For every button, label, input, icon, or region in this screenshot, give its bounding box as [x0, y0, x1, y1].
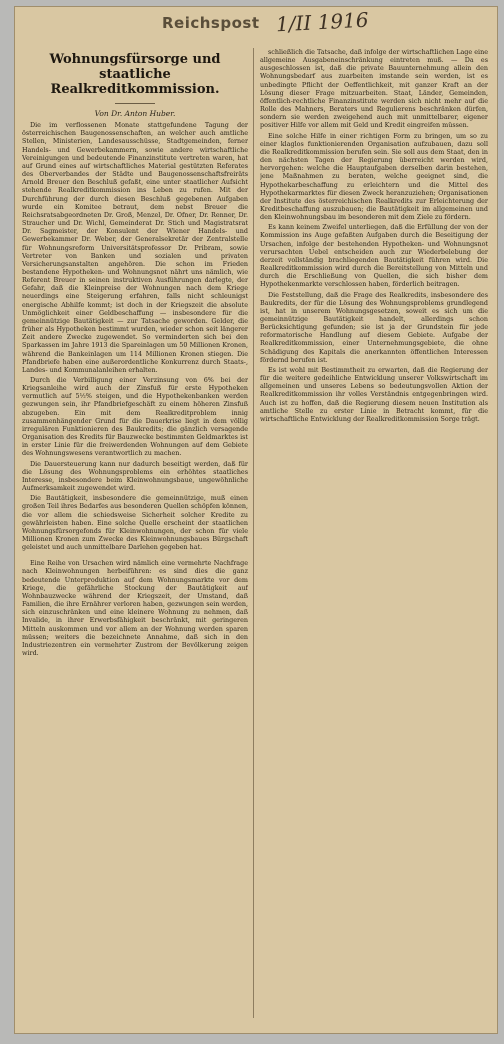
paragraph: Die Bautätigkeit, insbesondere die gemeinnützige, muß einen großen Teil ihres Bedarfes aus besonderen Quellen schöpfen können, die vor allem die schiedsweise Sicherheit solcher Kredite zu gewährleisten haben. Eine solche Quelle erscheint der staatlichen Wohnungsfürsorgefonds für Kleinwohnungen, der schon für viele Millionen Kronen zum Zwecke des Kleinwohnungsbaues Bürgschaft geleistet und auch unmittelbare Darlehen gegeben hat. [22, 494, 248, 552]
column-divider [253, 48, 254, 1018]
paragraph: Die Feststellung, daß die Frage des Realkredits, insbesondere des Baukredits, der für die Lösung des Wohnungsproblems grundlegend ist, hat in unserem Wohnungsgesetzen, soweit es sich um die gemeinnützige Bautätigkeit handelt, allerdings schon Berücksichtigung gefunden; sie ist ja der Grundstein für jede reformatorische Handlung auf diesem Gebiete. Aufgabe der Realkreditkommission, einer Unternehmungsgebiete, die ohne Schädigung des Kapitals die anerkannten öffentlichen Interessen fördernd berufen ist. [260, 290, 488, 364]
paragraph: Durch die Verbilligung einer Verzinsung von 6% bei der Kriegsanleihe wird auch der Zinsfuß für erste Hypotheken vermutlich auf 5½% steigen, und die Hypothekenbanken werden gezwungen sein, ihr Pfandbriefgeschäft zu einem höheren Zinsfuß abzugeben. Ein mit dem Realkreditproblem innig zusammenhängender Grund für die Dauerkrise liegt in dem völlig irregulären Funktionieren des Baukredits; die gänzlich versagende Organisation des Kredits für Bauzwecke bestimmten Geldmarktes ist in erster Linie für die freiwerdenden Wohnungen auf dem Gebiete des Wohnungswesens verantwortlich zu machen. [22, 376, 248, 458]
clipping-header [14, 7, 498, 42]
newspaper-clipping [14, 6, 498, 1034]
paragraph: Die Dauersteuerung kann nur dadurch beseitigt werden, daß für die Lösung des Wohnungsproblems ein erhöhtes staatliches Interesse, insbesondere beim Kleinwohnungsbaue, ungewöhnliche Aufmerksamkeit zugewendet wird. [22, 459, 248, 493]
paragraph: schließlich die Tatsache, daß infolge der wirtschaftlichen Lage eine allgemeine Ausgabeneinschränkung eintreten muß. — Da es ausgeschlossen ist, daß die private Bauunternehmung allein den Wohnungsbedarf aus zuarbeiten imstande sein werden, ist es unbedingte Pflicht der Oeffentlichkeit, mit ganzer Kraft an der Lösung dieser Frage mitzuarbeiten. Staat, Länder, Gemeinden, öffentlich-rechtliche Finanzinstitute werden sich nicht mehr auf die Rolle des Mahners, Beraters und Regulierens beschränken dürfen, sondern sie werden zweigehend auch mit unmittelbarer, eigener positiver Hilfe vor allem mit Geld und Kredit eingreifen müssen. [260, 48, 488, 130]
paragraph: Es kann keinem Zweifel unterliegen, daß die Erfüllung der von der Kommission ins Auge gefaßten Aufgaben durch die Beseitigung der Ursachen, infolge der bestehenden Hypotheken- und Wohnungsnot verursachten Uebel entscheiden auch zur Wiederbelebung der derzeit vollständig brachliegenden Bautätigkeit führen wird. Die Realkreditkommission wird durch die Bereitstellung von Mitteln und durch die Erschließung von Quellen, die sich bisher dem Hypothekenmarkte verschlossen haben, förderlich beitragen. [260, 223, 488, 289]
handwritten-date: 1/II 1916 [275, 7, 370, 37]
title-rule [115, 103, 155, 104]
newspaper-name: Reichspost [162, 14, 260, 32]
right-column [260, 48, 488, 1024]
article-byline: Von Dr. Anton Huber. [94, 109, 176, 118]
paragraph: Eine Reihe von Ursachen wird nämlich eine vermehrte Nachfrage nach Kleinwohnungen herbeiführen: es sind dies die ganz bedeutende Unterproduktion auf dem Wohnungsmarkte vor dem Kriege, die gefährliche Stockung der Bautätigkeit auf Wohnbauzwecke während der Kriegszeit, der Umstand, daß Familien, die ihre Ernährer verloren haben, gezwungen sein werden, sich einzuschränken und eine kleinere Wohnung zu nehmen, daß Invalide, in ihrer Erwerbsfähigkeit beschränkt, mit geringeren Mitteln auskommen und vor allem an der Wohnung werden sparen müssen; weiters die bezeichnete Annahme, daß sich in den Industriezentren ein vermehrter Zustrom der Bevölkerung zeigen wird. [22, 559, 248, 657]
paragraph: Die im verflossenen Monate stattgefundene Tagung der österreichischen Baugenossenschaften, an welcher auch amtliche Stellen, Ministerien, Landesausschüsse, Stadtgemeinden, ferner Handels- und Gewerbekammern, sowie andere wirtschaftliche Vereinigungen und bedeutende Finanzinstitute vertreten waren, hat auf Grund eines auf wirtschaftliches Material gestützten Referates des Oberverbandes der Städte und Baugenossenschaftsfreiräts Arnold Breuer den Beschluß gefaßt, eine unter staatlicher Aufsicht stehende Realkreditkommission ins Leben zu rufen. Mit der Durchführung der durch diesen Beschluß gegebenen Aufgaben wurde ein Komitee betraut, dem nebst Breuer die Reichsratsabgeordneten Dr. Groß, Menzel, Dr. Ofner, Dr. Renner, Dr. Straucher und Dr. Wichl, Gemeinderat Dr. Stich und Magistratsrat Dr. Sagmeister, der Konsulent der Wiener Handels- und Gewerbekammer Dr. Weber, der Generalsekretär der Zentralstelle für Wohnungsreform Universitätsprofessor Dr. Pribram, sowie Vertreter von Banken und sozialen und privaten Versicherungsanstalten angehören. Die schon im Frieden bestandene Hypotheken- und Wohnungsnot nährt uns nämlich, wie Referent Breuer in seinen instruktiven Ausführungen darlegte, der Gefahr, daß die Kleinpreise der Wohnungen nach dem Kriege neuerdings eine Steigerung erfahren, falls nicht schleunigst energische Abhilfe kommt; ist doch in der Kriegszeit die absolute Unmöglichkeit einer Geldbeschaffung — insbesondere für die gemeinnützige Bautätigkeit — zur Tatsache geworden. Gelder, die früher als Hypotheken bestimmt wurden, wieder schon seit längerer Zeit andere Zwecke zugewendet. So verminderten sich bei den Sparkassen im Jahre 1913 die Spareinlagen um 50 Millionen Kronen, während die Bankeinlagen um 114 Millionen Kronen stiegen. Die Pfandbriefe haben eine außerordentliche Konkurrenz durch Staats-, Landes- und Kommunalanleihen erhalten. [22, 121, 248, 374]
paragraph: Es ist wohl mit Bestimmtheit zu erwarten, daß die Regierung der für die weitere gedeihliche Entwicklung unserer Volkswirtschaft im allgemeinen und unseres Lebens so bedeutungsvollen Aktion der Realkreditkommission ihr volles Verständnis entgegenbringen wird. Auch ist zu hoffen, daß die Regierung diesem neuen Institution als amtliche Stelle zu erster Linie in Betracht kommt, für die wirtschaftliche Entwicklung der Realkreditkommission Sorge trägt. [260, 365, 488, 423]
left-column [22, 48, 248, 1024]
article-title: Wohnungsfürsorge und staatliche Realkreditkommission. [49, 52, 221, 97]
paragraph: Eine solche Hilfe in einer richtigen Form zu bringen, um so zu einer klaglos funktionierenden Organisation aufzubauen, dazu soll die Realkreditkommission berufen sein. Sie soll aus dem Staat, den in den nächsten Tagen der Regierung überreicht werden wird, hervorgehen: welche die Hauptaufgaben derselben darin bestehen, jene Maßnahmen zu beraten, welche geeignet sind, die Hypothekarbeschaffung zu erleichtern und die Mittel des Hypothekarmarktes für diesen Zweck heranzuziehen; Organisationen der Institute des österreichischen Realkredits zur Erleichterung der Kreditbeschaffung auszubauen; die Bautätigkeit im allgemeinen und den Kleinwohnungsbau im besonderen mit dem Ziele zu fördern. [260, 131, 488, 222]
